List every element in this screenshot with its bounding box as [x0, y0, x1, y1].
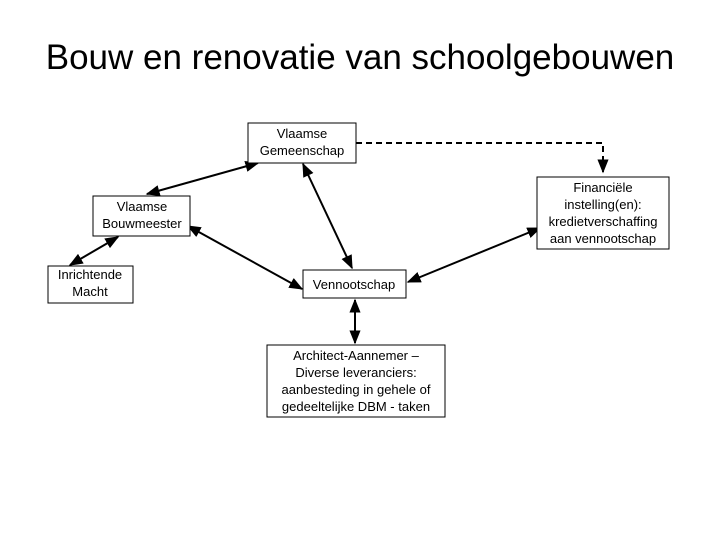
- node-label-line: Bouwmeester: [102, 216, 182, 231]
- connector-bouwmeester-inrichtende-macht: [70, 237, 118, 265]
- connector-gemeenschap-financiele-instelling: [356, 143, 603, 172]
- connectors: [70, 143, 603, 343]
- page-title: Bouw en renovatie van schoolgebouwen: [45, 38, 675, 77]
- node-label-line: Vlaamse: [116, 199, 168, 214]
- node-label-line: aanbesteding in gehele of: [281, 382, 431, 397]
- node-label-line: Inrichtende: [57, 267, 123, 282]
- node-vlaamse-gemeenschap: [248, 123, 356, 163]
- node-label-line: Macht: [72, 284, 108, 299]
- node-label-line: Architect-Aannemer –: [293, 348, 419, 363]
- node-label-line: Vlaamse: [276, 126, 328, 141]
- node-financiele-instelling: [537, 177, 669, 249]
- connector-financiele-instelling-vennootschap: [408, 228, 540, 282]
- node-vennootschap: [303, 270, 406, 298]
- node-label-line: instelling(en):: [564, 197, 642, 212]
- node-inrichtende-macht: [48, 266, 133, 303]
- node-label-line: kredietverschaffing: [548, 214, 658, 229]
- connector-gemeenschap-bouwmeester: [147, 163, 258, 194]
- node-architect-aannemer: [267, 345, 445, 417]
- node-label-line: Vennootschap: [312, 277, 396, 292]
- node-label-line: gedeeltelijke DBM - taken: [281, 399, 431, 414]
- node-label-line: aan vennootschap: [549, 231, 657, 246]
- node-label-line: Diverse leveranciers:: [295, 365, 417, 380]
- node-label-line: Gemeenschap: [259, 143, 345, 158]
- node-vlaamse-bouwmeester: [93, 196, 190, 236]
- connector-gemeenschap-vennootschap: [303, 164, 352, 268]
- node-label-line: Financiële: [573, 180, 633, 195]
- connector-bouwmeester-vennootschap: [188, 226, 302, 289]
